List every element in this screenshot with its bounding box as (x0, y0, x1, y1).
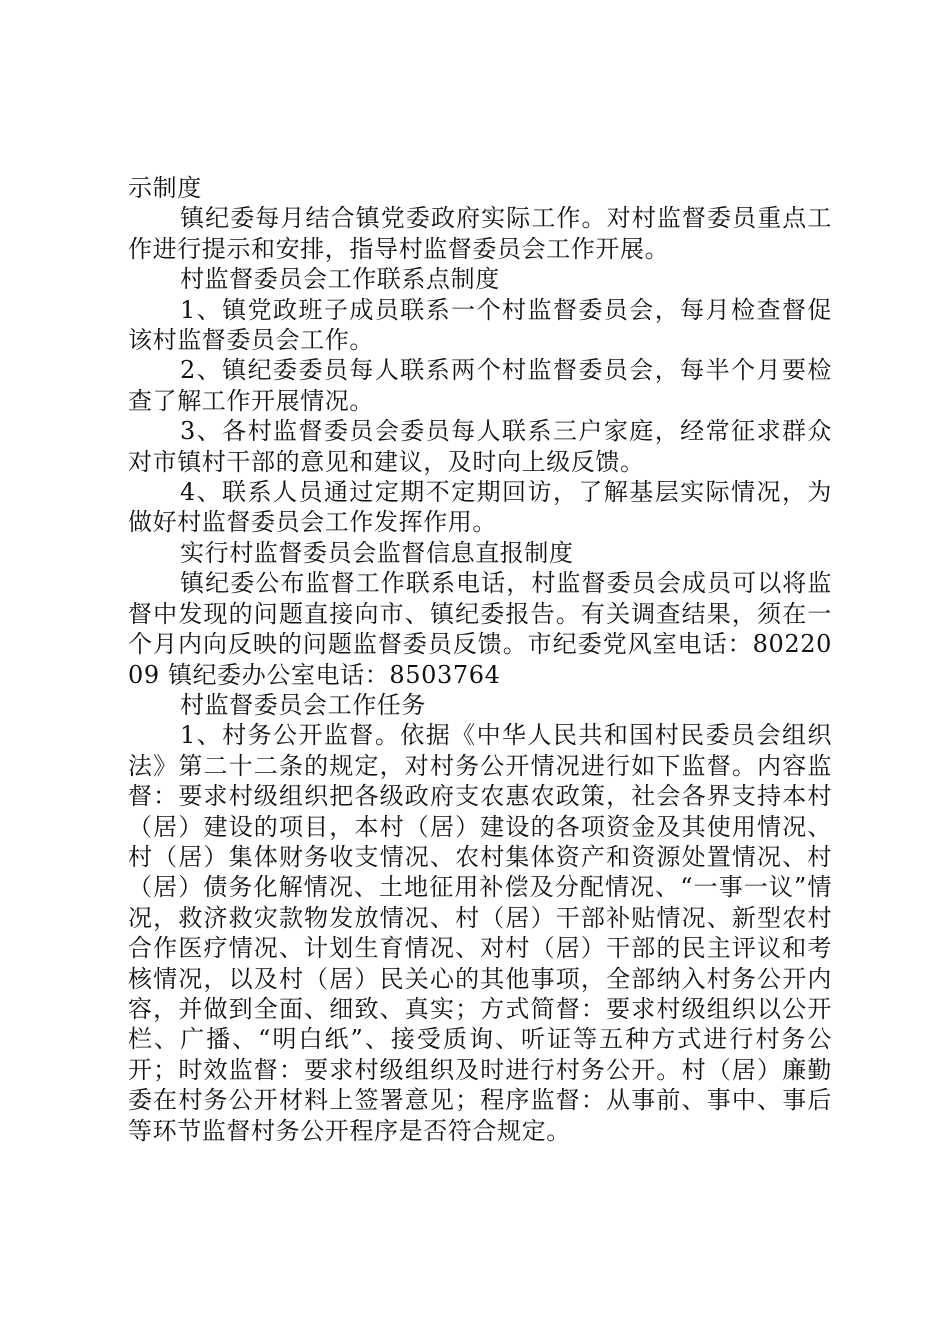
list-item: 2、镇纪委委员每人联系两个村监督委员会，每半个月要检查了解工作开展情况。 (128, 356, 832, 415)
section-heading: 实行村监督委员会监督信息直报制度 (180, 538, 574, 567)
section-heading: 村监督委员会工作任务 (180, 690, 426, 719)
paragraph: 示制度 (128, 174, 202, 202)
list-item: 3、各村监督委员会委员每人联系三户家庭，经常征求群众对市镇村干部的意见和建议，及时向上级反馈。 (128, 417, 832, 476)
paragraph: 镇纪委公布监督工作联系电话，村监督委员会成员可以将监督中发现的问题直接向市、镇纪委报告。有关调查结果，须在一个月内向反映的问题监督委员反馈。市纪委党风室电话：8022009 镇纪委办公室电话：8503764 (128, 569, 832, 689)
document-body (128, 173, 832, 1146)
list-item: 4、联系人员通过定期不定期回访，了解基层实际情况，为做好村监督委员会工作发挥作用。 (128, 478, 832, 537)
list-item: 1、镇党政班子成员联系一个村监督委员会，每月检查督促该村监督委员会工作。 (128, 295, 832, 355)
list-item: 1、村务公开监督。依据《中华人民共和国村民委员会组织法》第二十二条的规定，对村务公开情况进行如下监督。内容监督：要求村级组织把各级政府支农惠农政策，社会各界支持本村（居）建设的项目，本村（居）建设的各项资金及其使用情况、村（居）集体财务收支情况、农村集体资产和资源处置情况、村（居）债务化解情况、土地征用补偿及分配情况、“一事一议”情况，救济救灾款物发放情况、村（居）干部补贴情况、新型农村合作医疗情况、计划生育情况、对村（居）干部的民主评议和考核情况，以及村（居）民关心的其他事项，全部纳入村务公开内容，并做到全面、细致、真实；方式简督：要求村级组织以公开栏、广播、“明白纸”、接受质询、听证等五种方式进行村务公开；时效监督：要求村级组织及时进行村务公开。村（居）廉勤委在村务公开材料上签署意见；程序监督：从事前、事中、事后等环节监督村务公开程序是否符合规定。 (128, 721, 832, 1145)
paragraph: 镇纪委每月结合镇党委政府实际工作。对村监督委员重点工作进行提示和安排，指导村监督委员会工作开展。 (128, 204, 832, 263)
section-heading: 村监督委员会工作联系点制度 (180, 265, 500, 294)
